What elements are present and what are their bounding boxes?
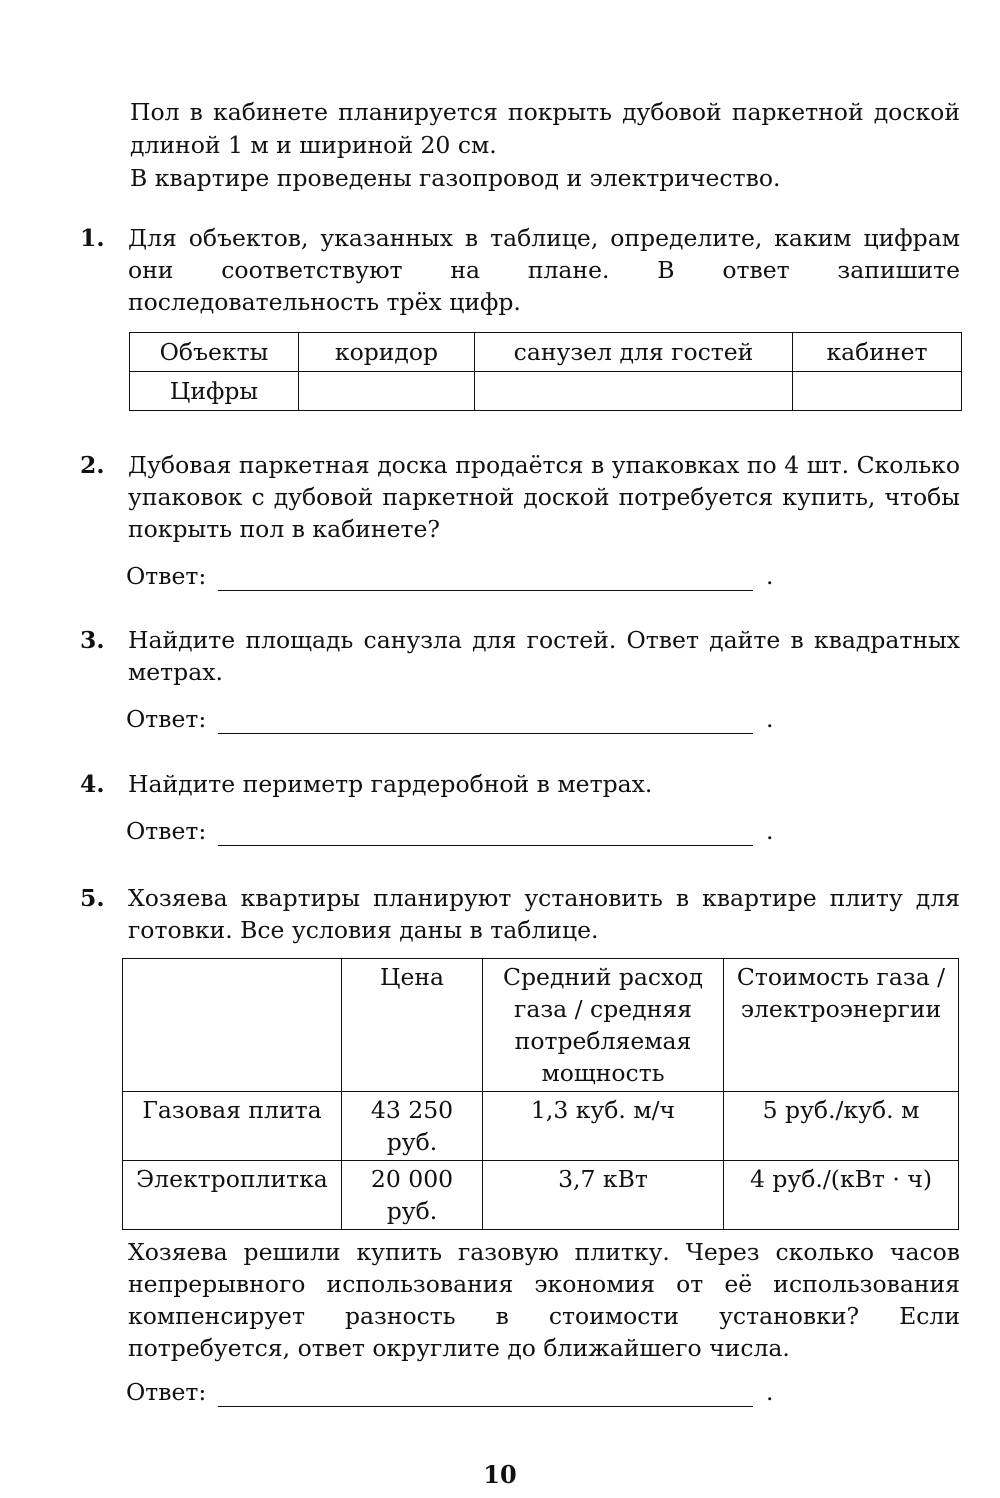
table-row — [130, 333, 962, 372]
table-row — [123, 1161, 959, 1230]
answer-cell-guest-bathroom[interactable] — [475, 372, 793, 411]
table-header-cell: Объекты — [130, 333, 299, 372]
answer-cell-corridor[interactable] — [299, 372, 475, 411]
table-cell: Газовая плита — [123, 1092, 342, 1161]
answer-dot: . — [766, 1378, 774, 1406]
table-header-cell: коридор — [299, 333, 475, 372]
stove-comparison-table — [122, 958, 959, 1230]
table-cell: 4 руб./(кВт · ч) — [724, 1161, 959, 1230]
task-1 — [80, 222, 960, 318]
task-5-question-text: Хозяева решили купить газовую плитку. Через сколько часов непрерывного использования экономия от её использования компенсирует разность в стоимости установки? Если потребуется, ответ округлите до ближайшего числа. — [128, 1238, 960, 1362]
task-2 — [80, 449, 960, 545]
task-1-text: Для объектов, указанных в таблице, определите, каким цифрам они соответствуют на плане. В ответ запишите последовательность трёх цифр. — [128, 224, 960, 316]
task-4 — [80, 768, 960, 800]
table-cell: 20 000 руб. — [342, 1161, 483, 1230]
answer-line[interactable] — [218, 845, 753, 846]
table-row — [123, 959, 959, 1092]
task-3-number: 3. — [80, 626, 105, 654]
table-header-cell: кабинет — [793, 333, 962, 372]
task-4-number: 4. — [80, 770, 105, 798]
task-5 — [80, 882, 960, 946]
table-header-cell: Цена — [342, 959, 483, 1092]
answer-dot: . — [766, 562, 774, 590]
objects-table — [129, 332, 962, 411]
table-header-cell: Стоимость газа / электроэнергии — [724, 959, 959, 1092]
table-row-label: Цифры — [130, 372, 299, 411]
answer-dot: . — [766, 705, 774, 733]
task-5-number: 5. — [80, 884, 105, 912]
table-cell: Электроплитка — [123, 1161, 342, 1230]
table-cell: 5 руб./куб. м — [724, 1092, 959, 1161]
answer-line[interactable] — [218, 1406, 753, 1407]
task-5-text: Хозяева квартиры планируют установить в квартире плиту для готовки. Все условия даны в таблице. — [128, 884, 960, 944]
intro-line-2: В квартире проведены газопровод и электричество. — [130, 164, 781, 192]
table-row — [130, 372, 962, 411]
intro-line-1: Пол в кабинете планируется покрыть дубовой паркетной доской длиной 1 м и шириной 20 см. — [130, 98, 960, 159]
table-header-cell: Средний расход газа / средняя потребляемая мощность — [483, 959, 724, 1092]
task-3 — [80, 624, 960, 688]
task-4-text: Найдите периметр гардеробной в метрах. — [128, 770, 653, 798]
table-cell: 43 250 руб. — [342, 1092, 483, 1161]
answer-label: Ответ: — [126, 817, 207, 845]
answer-label: Ответ: — [126, 1378, 207, 1406]
answer-line[interactable] — [218, 733, 753, 734]
intro-text — [130, 96, 960, 195]
answer-dot: . — [766, 817, 774, 845]
table-cell: 1,3 куб. м/ч — [483, 1092, 724, 1161]
task-3-text: Найдите площадь санузла для гостей. Ответ дайте в квадратных метрах. — [128, 626, 960, 686]
page-number: 10 — [483, 1460, 517, 1489]
table-header-cell — [123, 959, 342, 1092]
task-1-number: 1. — [80, 224, 105, 252]
table-header-cell: санузел для гостей — [475, 333, 793, 372]
answer-label: Ответ: — [126, 562, 207, 590]
answer-label: Ответ: — [126, 705, 207, 733]
answer-cell-study[interactable] — [793, 372, 962, 411]
task-5-question — [80, 1236, 960, 1364]
table-cell: 3,7 кВт — [483, 1161, 724, 1230]
task-2-text: Дубовая паркетная доска продаётся в упаковках по 4 шт. Сколько упаковок с дубовой паркетной доской потребуется купить, чтобы покрыть пол в кабинете? — [128, 451, 960, 543]
answer-line[interactable] — [218, 590, 753, 591]
task-2-number: 2. — [80, 451, 105, 479]
table-row — [123, 1092, 959, 1161]
